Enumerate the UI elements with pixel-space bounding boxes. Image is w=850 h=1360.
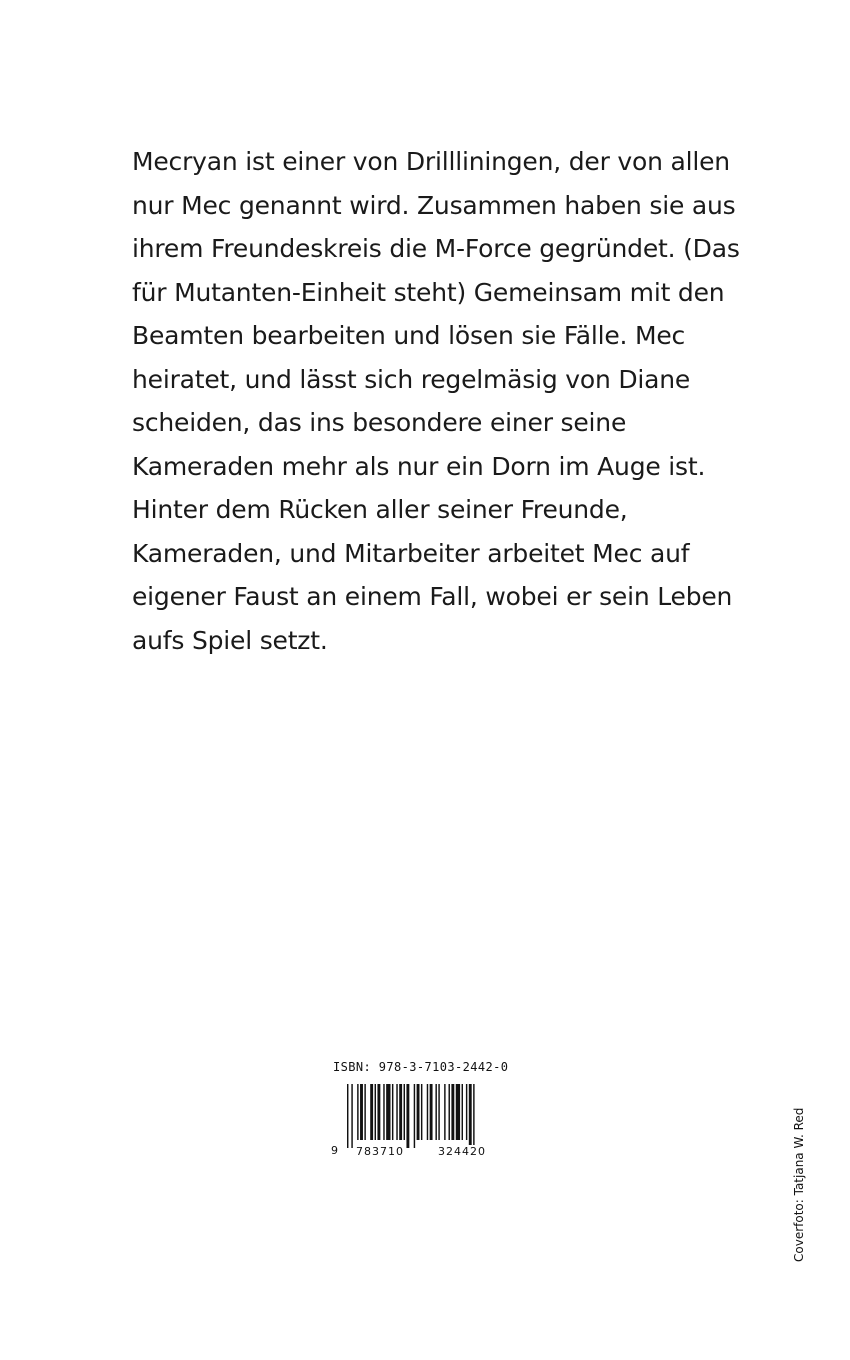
cover-photo-credit: Coverfoto: Tatjana W. Red	[792, 1107, 806, 1262]
blurb-line: aufs Spiel setzt.	[132, 625, 328, 655]
barcode-right-digits: 324420	[438, 1145, 486, 1158]
isbn-block	[333, 1060, 523, 1162]
barcode-bars	[333, 1084, 508, 1148]
blurb-line: nur Mec genannt wird. Zusammen haben sie aus	[132, 190, 736, 220]
blurb-line: ihrem Freundeskreis die M-Force gegründet. (Das	[132, 234, 740, 263]
blurb-line: scheiden, das ins besondere einer seine	[132, 408, 627, 437]
blurb-line: Kameraden, und Mitarbeiter arbeitet Mec auf	[132, 538, 690, 568]
blurb-line: Hinter dem Rücken aller seiner Freunde,	[132, 495, 628, 524]
blurb-line: eigener Faust an einem Fall, wobei er sein Leben	[132, 582, 733, 611]
blurb-line: heiratet, und lässt sich regelmäsig von Diane	[132, 364, 691, 394]
blurb-line: für Mutanten-Einheit steht) Gemeinsam mit den	[132, 277, 725, 307]
isbn-label: ISBN: 978-3-7103-2442-0	[333, 1060, 509, 1074]
blurb-line: Mecryan ist einer von Drillliningen, der von allen	[132, 147, 730, 176]
barcode-left-digits: 783710	[356, 1145, 404, 1158]
barcode-first-digit: 9	[331, 1144, 338, 1157]
back-cover-blurb	[132, 140, 740, 662]
blurb-line: Beamten bearbeiten und lösen sie Fälle. Mec	[132, 321, 686, 350]
blurb-line: Kameraden mehr als nur ein Dorn im Auge ist.	[132, 451, 706, 481]
barcode	[333, 1084, 523, 1162]
